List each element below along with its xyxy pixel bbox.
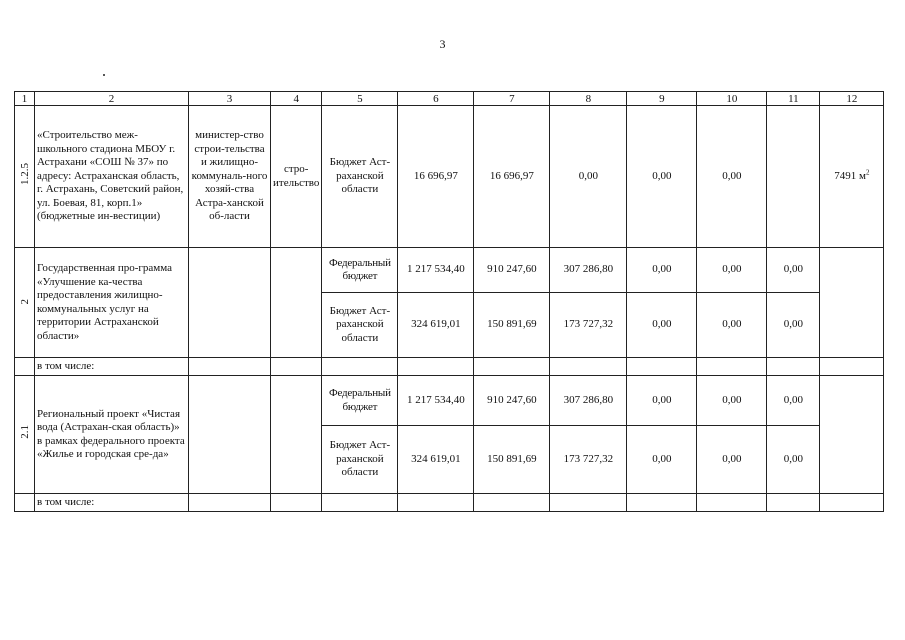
value-cell: 0,00	[697, 293, 767, 358]
value-cell: 16 696,97	[398, 106, 474, 248]
header-cell: 6	[398, 92, 474, 106]
value-cell: 16 696,97	[474, 106, 550, 248]
value-cell: 0,00	[627, 426, 697, 494]
executor-cell	[189, 376, 271, 494]
header-cell: 12	[820, 92, 884, 106]
work-type-cell: стро-ительство	[271, 106, 322, 248]
header-cell: 9	[627, 92, 697, 106]
area-cell	[820, 106, 884, 248]
including-label: в том числе:	[35, 358, 189, 376]
value-cell: 0,00	[697, 248, 767, 293]
value-cell: 173 727,32	[550, 293, 627, 358]
value-cell: 0,00	[627, 106, 697, 248]
table-row	[15, 248, 884, 293]
value-cell: 0,00	[627, 376, 697, 426]
executor-cell	[189, 248, 271, 358]
value-cell: 150 891,69	[474, 293, 550, 358]
value-cell: 0,00	[627, 293, 697, 358]
table-row	[15, 106, 884, 248]
object-name-cell: Государственная про-грамма «Улучшение ка-чества предоставления жилищно-коммунальных услуг на территории Астраханской области»	[35, 248, 189, 358]
header-row	[15, 92, 884, 106]
header-cell: 4	[271, 92, 322, 106]
work-type-cell	[271, 376, 322, 494]
value-cell: 0,00	[767, 376, 820, 426]
object-name-cell: Региональный проект «Чистая вода (Астрахан-ская область)» в рамках федерального проекта «Жилье и городская сре-да»	[35, 376, 189, 494]
funding-source-cell: Бюджет Аст-раханской области	[322, 293, 398, 358]
executor-cell: министер-ство строи-тельства и жилищно-коммуналь-ного хозяй-ства Астра-ханской об-ласти	[189, 106, 271, 248]
header-cell: 1	[15, 92, 35, 106]
value-cell	[767, 106, 820, 248]
value-cell: 910 247,60	[474, 376, 550, 426]
value-cell: 307 286,80	[550, 248, 627, 293]
table-row	[15, 494, 884, 512]
speck-mark	[103, 74, 105, 76]
row-number: 2.1	[18, 425, 31, 440]
budget-table	[14, 91, 884, 512]
value-cell: 150 891,69	[474, 426, 550, 494]
area-value: 7491 м	[834, 169, 866, 182]
value-cell: 0,00	[767, 426, 820, 494]
funding-source-cell: Федеральный бюджет	[322, 376, 398, 426]
row-number: 1.2.5	[18, 163, 31, 186]
value-cell: 1 217 534,40	[398, 376, 474, 426]
area-cell	[820, 248, 884, 358]
table-row	[15, 376, 884, 426]
value-cell: 324 619,01	[398, 293, 474, 358]
value-cell: 0,00	[697, 376, 767, 426]
funding-source-cell: Бюджет Аст-раханской области	[322, 426, 398, 494]
including-label: в том числе:	[35, 494, 189, 512]
page-number: 3	[439, 37, 446, 51]
header-cell: 3	[189, 92, 271, 106]
value-cell: 1 217 534,40	[398, 248, 474, 293]
value-cell: 173 727,32	[550, 426, 627, 494]
header-cell: 5	[322, 92, 398, 106]
area-unit-exponent: 2	[866, 168, 870, 177]
header-cell: 2	[35, 92, 189, 106]
value-cell: 0,00	[697, 426, 767, 494]
header-cell: 10	[697, 92, 767, 106]
value-cell: 0,00	[550, 106, 627, 248]
area-cell	[820, 376, 884, 494]
funding-source-cell: Федеральный бюджет	[322, 248, 398, 293]
object-name-cell: «Строительство меж-школьного стадиона МБОУ г. Астрахани «СОШ № 37» по адресу: Астраханская область, г. Астрахань, Советский район, ул. Боевая, 81, корп.1» (бюджетные ин-вестиции)	[35, 106, 189, 248]
value-cell: 0,00	[767, 248, 820, 293]
value-cell: 0,00	[627, 248, 697, 293]
value-cell: 307 286,80	[550, 376, 627, 426]
table-row	[15, 358, 884, 376]
value-cell: 910 247,60	[474, 248, 550, 293]
value-cell: 0,00	[767, 293, 820, 358]
value-cell: 0,00	[697, 106, 767, 248]
header-cell: 11	[767, 92, 820, 106]
header-cell: 8	[550, 92, 627, 106]
row-number: 2	[18, 299, 31, 305]
funding-source-cell: Бюджет Аст-раханской области	[322, 106, 398, 248]
work-type-cell	[271, 248, 322, 358]
header-cell: 7	[474, 92, 550, 106]
value-cell: 324 619,01	[398, 426, 474, 494]
